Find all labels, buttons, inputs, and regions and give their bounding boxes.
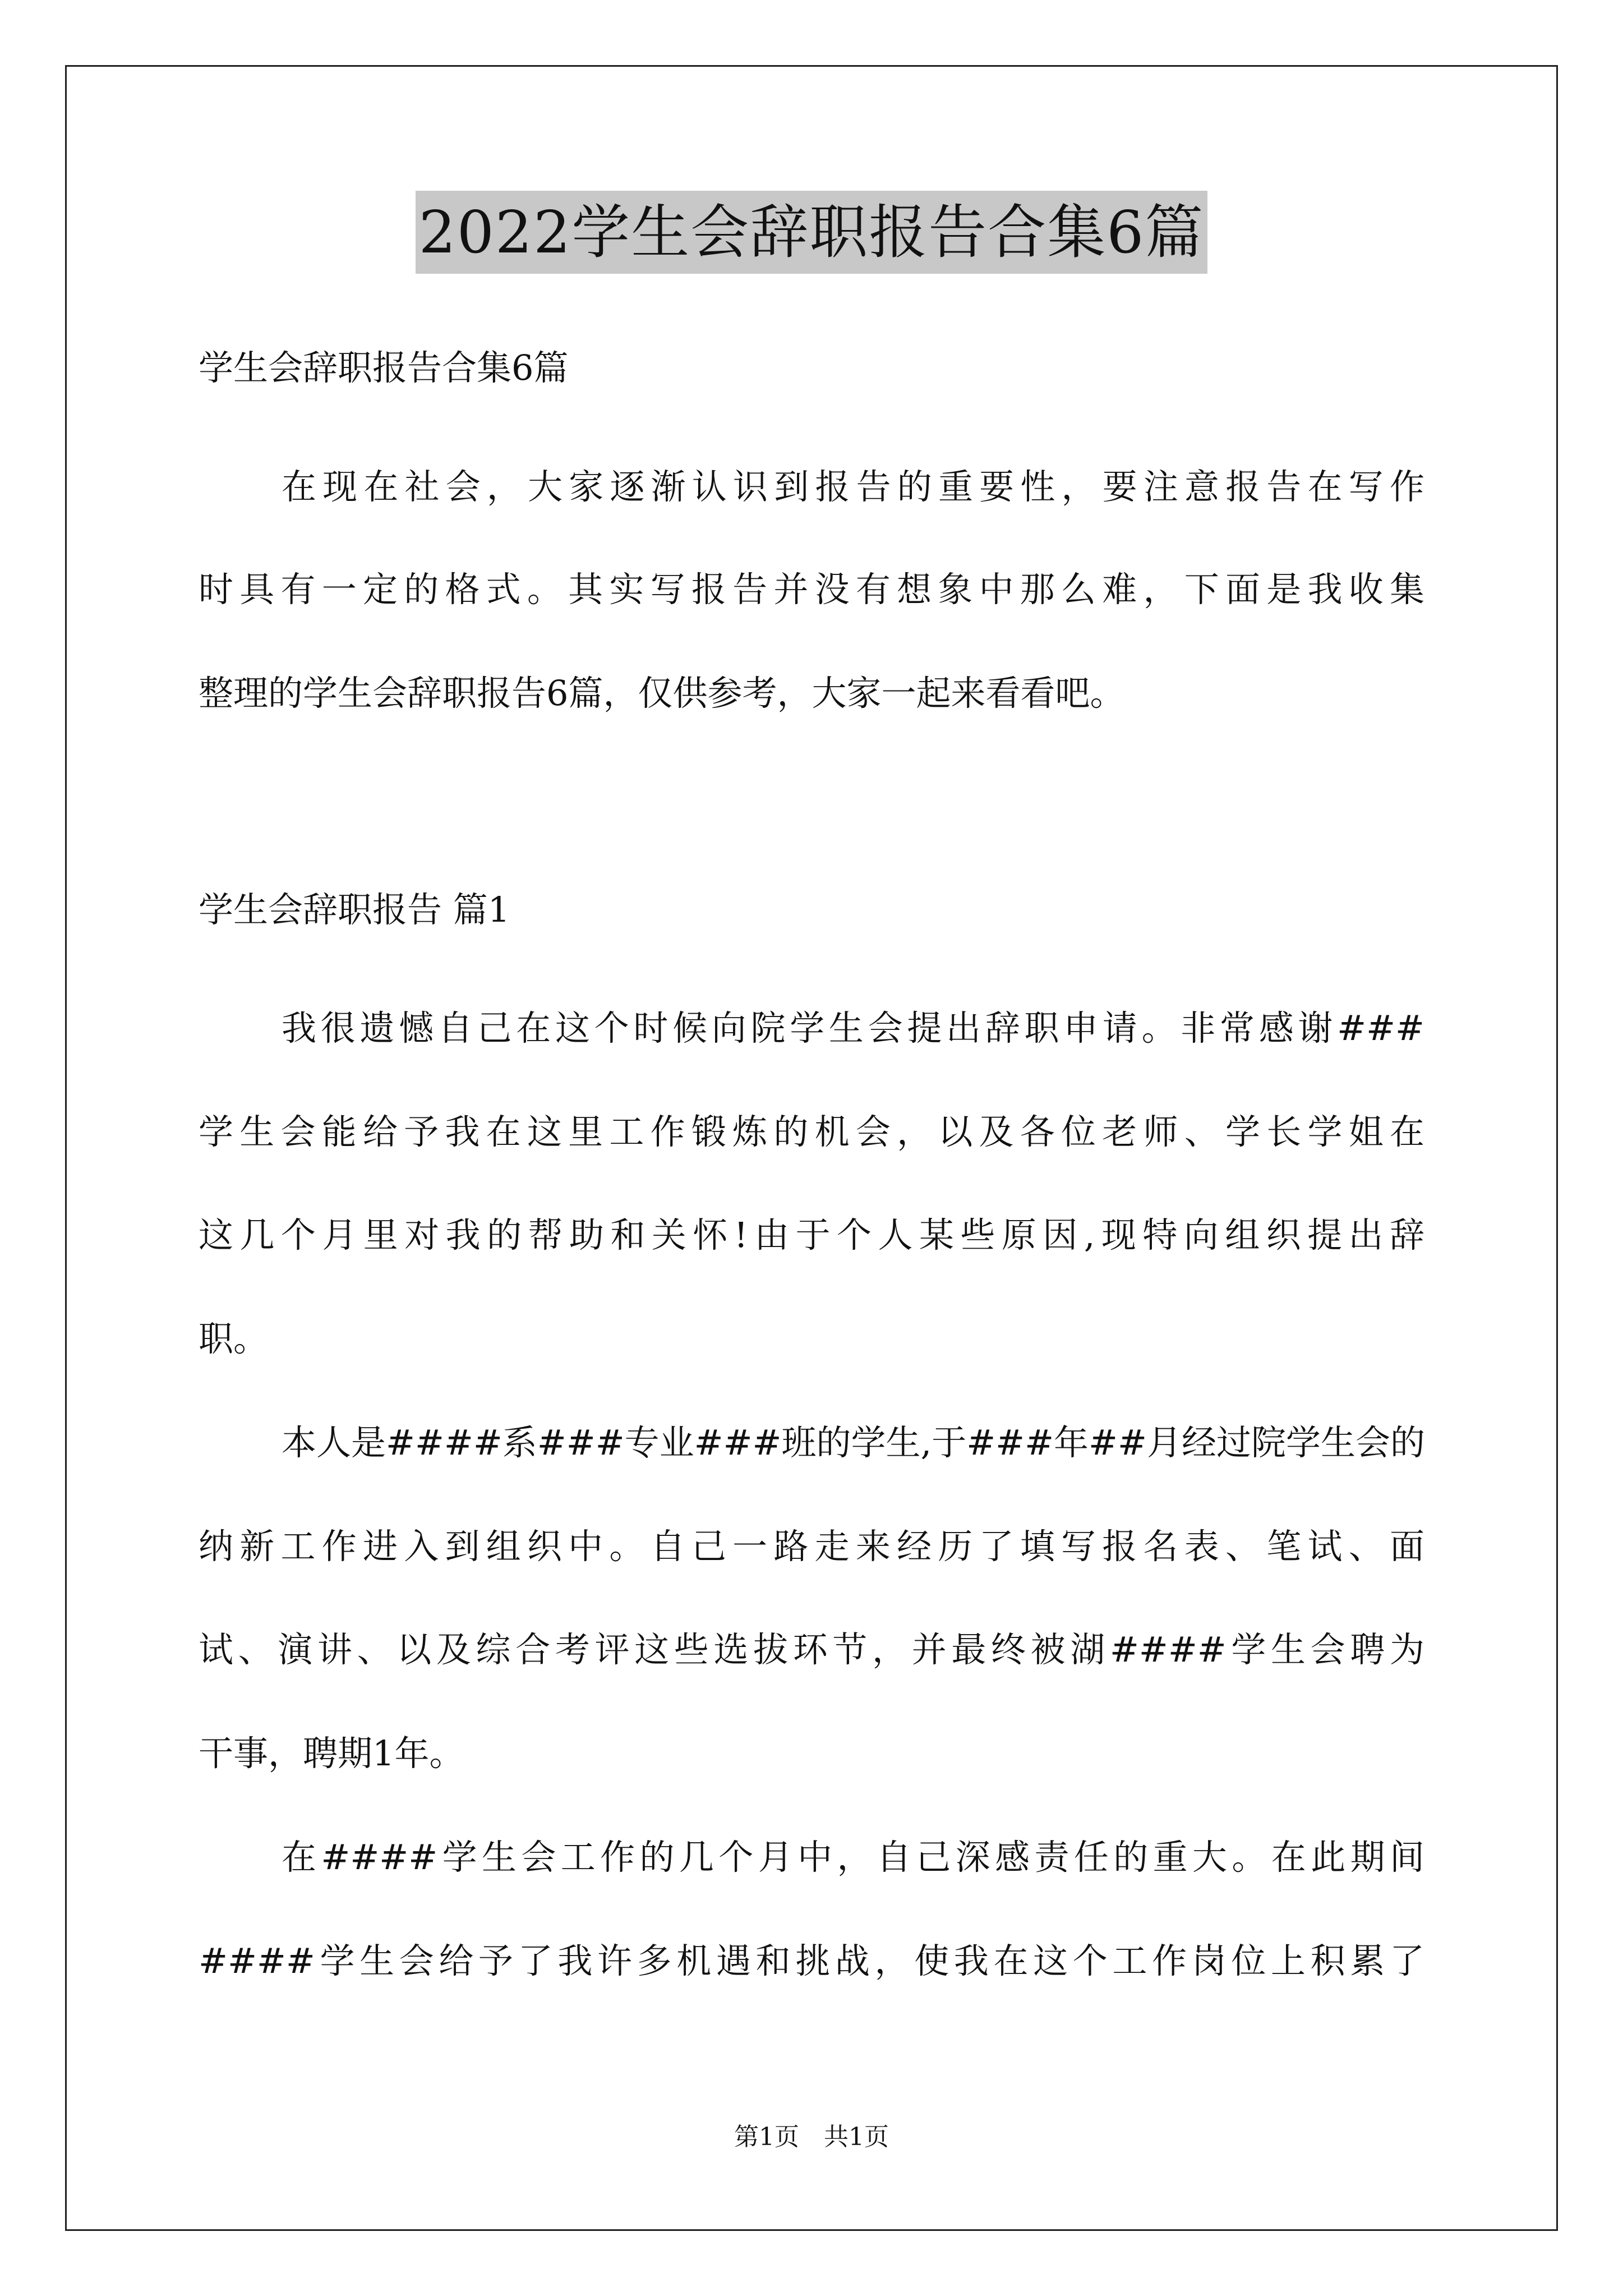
document-title: 2022学生会辞职报告合集6篇: [416, 191, 1208, 274]
subtitle: 学生会辞职报告合集6篇: [199, 347, 569, 388]
page-footer: 第1页 共1页: [734, 2123, 889, 2151]
intro-line-1: 在现在社会，大家逐渐认识到报告的重要性，要注意报告在写作: [282, 466, 1424, 507]
para2-line-1: 本人是####系###专业###班的学生,于###年##月经过院学生会的: [282, 1422, 1425, 1463]
intro-line-3: 整理的学生会辞职报告6篇，仅供参考，大家一起来看看吧。: [199, 673, 1125, 714]
para3-line-1: 在####学生会工作的几个月中，自己深感责任的重大。在此期间: [282, 1837, 1424, 1878]
para2-line-2: 纳新工作进入到组织中。自己一路走来经历了填写报名表、笔试、面: [199, 1526, 1424, 1567]
intro-line-2: 时具有一定的格式。其实写报告并没有想象中那么难，下面是我收集: [199, 569, 1424, 610]
para1-line-4: 职。: [199, 1318, 269, 1359]
para1-line-2: 学生会能给予我在这里工作锻炼的机会，以及各位老师、学长学姐在: [199, 1111, 1424, 1152]
para1-line-3: 这几个月里对我的帮助和关怀!由于个人某些原因,现特向组织提出辞: [199, 1214, 1424, 1255]
para3-line-2: ####学生会给予了我许多机遇和挑战，使我在这个工作岗位上积累了: [199, 1940, 1424, 1981]
title-wrap: [199, 191, 1424, 274]
para2-line-4: 干事，聘期1年。: [199, 1733, 464, 1774]
para2-line-3: 试、演讲、以及综合考评这些选拔环节，并最终被湖####学生会聘为: [199, 1629, 1424, 1670]
section-heading-1: 学生会辞职报告 篇1: [199, 889, 510, 930]
para1-line-1: 我很遗憾自己在这个时候向院学生会提出辞职申请。非常感谢###: [282, 1007, 1424, 1048]
